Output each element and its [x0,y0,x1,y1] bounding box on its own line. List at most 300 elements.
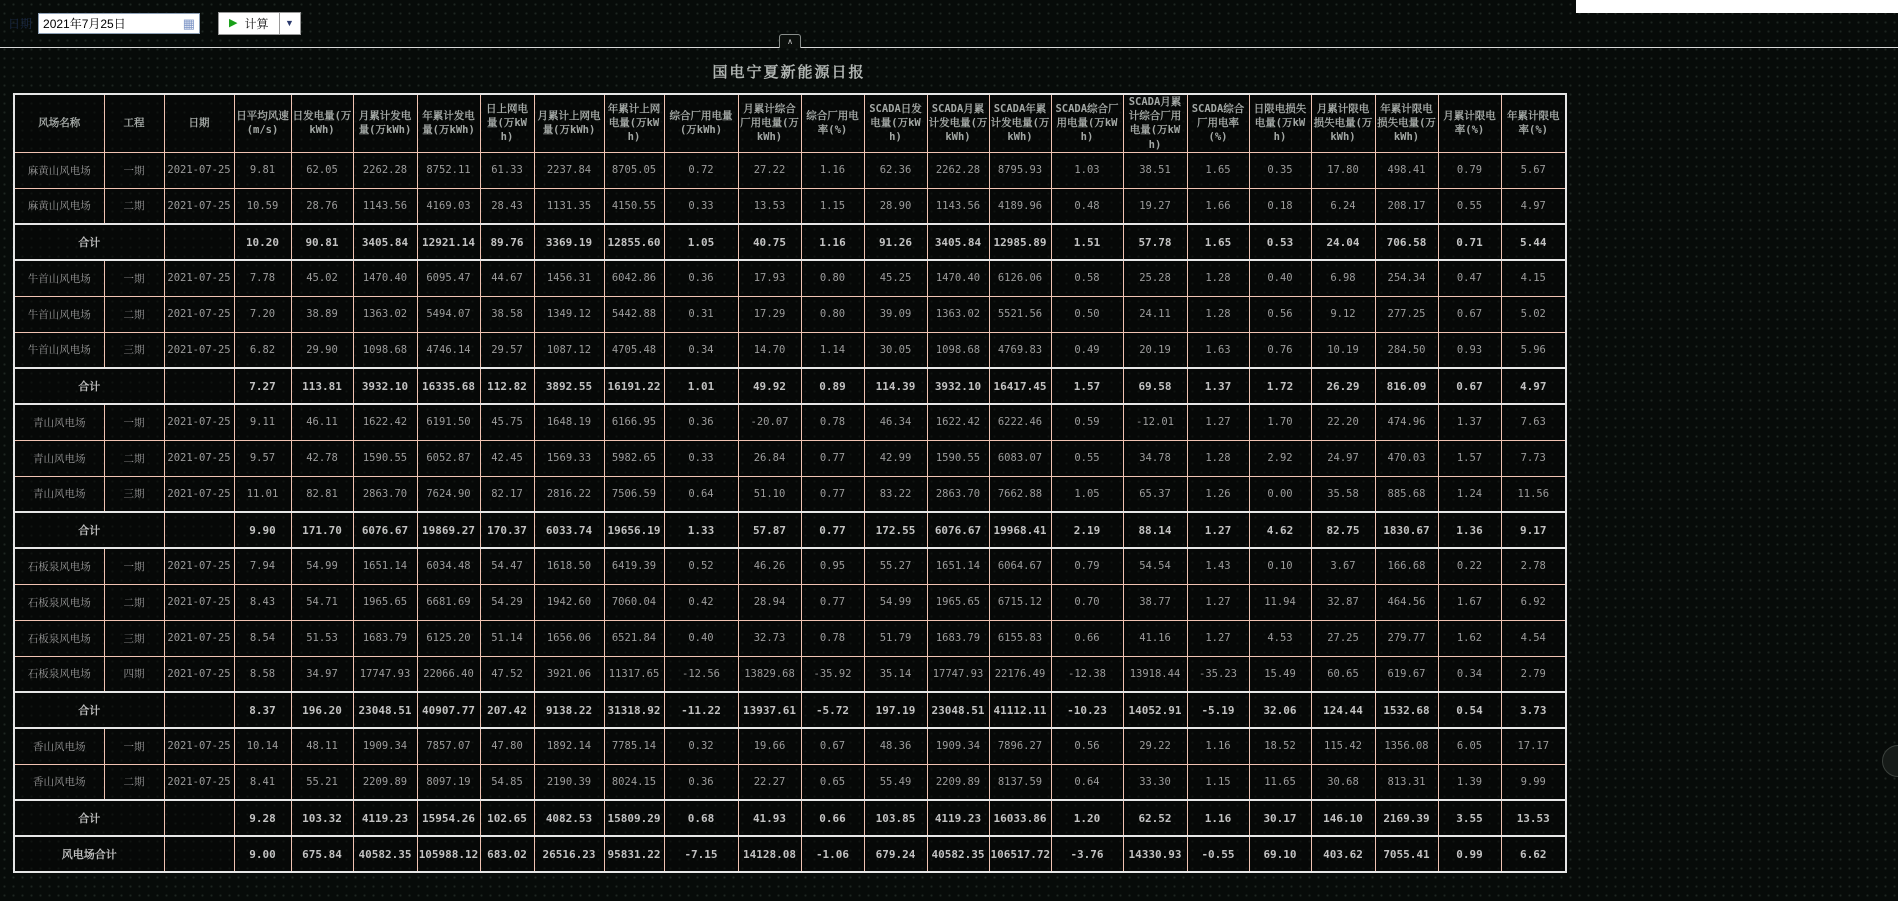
value-cell: 3.73 [1501,692,1566,728]
value-cell: 30.05 [864,332,927,368]
value-cell: 24.04 [1311,224,1375,260]
value-cell: 2863.70 [353,476,417,512]
farm-name-cell: 牛首山风电场 [14,296,104,332]
value-cell: 1098.68 [353,332,417,368]
value-cell: 106517.72 [989,836,1051,872]
value-cell: 112.82 [480,368,534,404]
value-cell: 1470.40 [927,260,989,296]
value-cell: 0.36 [664,764,738,800]
value-cell: 197.19 [864,692,927,728]
value-cell: 1.14 [801,332,864,368]
value-cell: 1143.56 [927,188,989,224]
value-cell: 0.68 [664,800,738,836]
value-cell: 60.65 [1311,656,1375,692]
value-cell: 47.52 [480,656,534,692]
value-cell: 14.70 [738,332,801,368]
value-cell: 0.55 [1438,188,1501,224]
column-header: SCADA综合厂用电量(万kWh) [1051,94,1123,152]
value-cell: 4.53 [1249,620,1311,656]
value-cell: 0.95 [801,548,864,584]
top-right-strip [1576,0,1898,13]
value-cell: 1.37 [1187,368,1249,404]
date-label: 日期 [8,17,33,31]
value-cell: 1.16 [1187,728,1249,764]
subtotal-row [14,512,1566,548]
total-label-cell: 风电场合计 [14,836,164,872]
date-cell: 2021-07-25 [164,404,234,440]
value-cell: 0.10 [1249,548,1311,584]
value-cell: 54.71 [291,584,353,620]
value-cell: -1.06 [801,836,864,872]
value-cell: 0.77 [801,476,864,512]
table-row [14,440,1566,476]
value-cell: 1.28 [1187,440,1249,476]
value-cell: -3.76 [1051,836,1123,872]
value-cell: 26516.23 [534,836,604,872]
value-cell: 1.72 [1249,368,1311,404]
column-header: 月累计上网电量(万kWh) [534,94,604,152]
value-cell: 6166.95 [604,404,664,440]
column-header: SCADA月累计发电量(万kWh) [927,94,989,152]
value-cell: 124.44 [1311,692,1375,728]
value-cell: 279.77 [1375,620,1438,656]
value-cell: 1.70 [1249,404,1311,440]
value-cell: 69.10 [1249,836,1311,872]
value-cell: 27.25 [1311,620,1375,656]
date-cell [164,512,234,548]
date-cell: 2021-07-25 [164,188,234,224]
value-cell: 103.85 [864,800,927,836]
column-header: 年累计上网电量(万kWh) [604,94,664,152]
value-cell: 9138.22 [534,692,604,728]
value-cell: 30.17 [1249,800,1311,836]
value-cell: 1.16 [1187,800,1249,836]
value-cell: 1.27 [1187,404,1249,440]
value-cell: 0.58 [1051,260,1123,296]
value-cell: 2.19 [1051,512,1123,548]
value-cell: 17.17 [1501,728,1566,764]
value-cell: 65.37 [1123,476,1187,512]
value-cell: 0.67 [1438,368,1501,404]
value-cell: 1.15 [1187,764,1249,800]
value-cell: 1.36 [1438,512,1501,548]
value-cell: 2.78 [1501,548,1566,584]
value-cell: 49.92 [738,368,801,404]
value-cell: 6.92 [1501,584,1566,620]
value-cell: 8137.59 [989,764,1051,800]
date-cell [164,368,234,404]
value-cell: 11.65 [1249,764,1311,800]
value-cell: 103.32 [291,800,353,836]
value-cell: 15.49 [1249,656,1311,692]
value-cell: 2190.39 [534,764,604,800]
value-cell: -7.15 [664,836,738,872]
value-cell: 0.22 [1438,548,1501,584]
value-cell: 57.78 [1123,224,1187,260]
value-cell: 19.27 [1123,188,1187,224]
chevron-down-icon: ▼ [285,18,294,28]
value-cell: -5.19 [1187,692,1249,728]
value-cell: 14052.91 [1123,692,1187,728]
value-cell: 6.24 [1311,188,1375,224]
value-cell: 7060.04 [604,584,664,620]
value-cell: -20.07 [738,404,801,440]
value-cell: 208.17 [1375,188,1438,224]
value-cell: 0.65 [801,764,864,800]
value-cell: 1590.55 [353,440,417,476]
value-cell: 1.39 [1438,764,1501,800]
value-cell: 1.05 [664,224,738,260]
value-cell: 1965.65 [927,584,989,620]
date-value: 2021年7月25日 [43,17,126,31]
value-cell: 0.59 [1051,404,1123,440]
value-cell: 6222.46 [989,404,1051,440]
value-cell: 42.45 [480,440,534,476]
value-cell: 6076.67 [927,512,989,548]
value-cell: 0.80 [801,260,864,296]
value-cell: 26.84 [738,440,801,476]
value-cell: 45.75 [480,404,534,440]
value-cell: 5442.88 [604,296,664,332]
value-cell: 474.96 [1375,404,1438,440]
value-cell: 7.94 [234,548,291,584]
value-cell: -10.23 [1051,692,1123,728]
value-cell: 3369.19 [534,224,604,260]
value-cell: 2.79 [1501,656,1566,692]
value-cell: 171.70 [291,512,353,548]
value-cell: 45.02 [291,260,353,296]
column-header: 日平均风速(m/s) [234,94,291,152]
phase-cell: 一期 [104,260,164,296]
value-cell: 0.54 [1438,692,1501,728]
value-cell: 6.82 [234,332,291,368]
value-cell: 22.27 [738,764,801,800]
value-cell: 6083.07 [989,440,1051,476]
value-cell: 17.29 [738,296,801,332]
value-cell: 7.20 [234,296,291,332]
value-cell: 14128.08 [738,836,801,872]
value-cell: 42.78 [291,440,353,476]
value-cell: 22.20 [1311,404,1375,440]
total-label-cell: 合计 [14,800,164,836]
phase-cell: 三期 [104,476,164,512]
value-cell: 277.25 [1375,296,1438,332]
value-cell: 0.78 [801,620,864,656]
value-cell: 0.78 [801,404,864,440]
value-cell: 8752.11 [417,152,480,188]
phase-cell: 四期 [104,656,164,692]
value-cell: 1.33 [664,512,738,548]
value-cell: 1909.34 [353,728,417,764]
value-cell: 23048.51 [927,692,989,728]
value-cell: 14330.93 [1123,836,1187,872]
play-icon: ▶ [229,17,238,29]
column-header: SCADA综合厂用电率(%) [1187,94,1249,152]
phase-cell: 三期 [104,620,164,656]
value-cell: 816.09 [1375,368,1438,404]
value-cell: 0.40 [1249,260,1311,296]
subtotal-row [14,692,1566,728]
value-cell: 1965.65 [353,584,417,620]
column-header: 日上网电量(万kWh) [480,94,534,152]
value-cell: 12985.89 [989,224,1051,260]
calculate-button-label: 计算 [244,17,269,31]
value-cell: 10.14 [234,728,291,764]
value-cell: -12.56 [664,656,738,692]
value-cell: 7662.88 [989,476,1051,512]
value-cell: 12855.60 [604,224,664,260]
value-cell: 38.77 [1123,584,1187,620]
collapse-chevron-icon: ∧ [787,36,793,46]
value-cell: 28.76 [291,188,353,224]
value-cell: 6521.84 [604,620,664,656]
value-cell: 0.67 [1438,296,1501,332]
value-cell: 1683.79 [353,620,417,656]
value-cell: 2863.70 [927,476,989,512]
column-header: SCADA月累计综合厂用电量(万kWh) [1123,94,1187,152]
value-cell: 0.77 [801,584,864,620]
value-cell: 7896.27 [989,728,1051,764]
value-cell: 0.53 [1249,224,1311,260]
value-cell: 40582.35 [353,836,417,872]
phase-cell: 一期 [104,548,164,584]
calculate-button[interactable] [218,12,279,35]
value-cell: 4.97 [1501,188,1566,224]
value-cell: 54.47 [480,548,534,584]
value-cell: 9.28 [234,800,291,836]
date-cell: 2021-07-25 [164,476,234,512]
value-cell: 4.62 [1249,512,1311,548]
value-cell: 38.58 [480,296,534,332]
value-cell: 7785.14 [604,728,664,764]
value-cell: 17747.93 [927,656,989,692]
value-cell: 4119.23 [353,800,417,836]
value-cell: 0.80 [801,296,864,332]
value-cell: 1.16 [801,152,864,188]
phase-cell: 二期 [104,584,164,620]
value-cell: 1569.33 [534,440,604,476]
title-bar [13,48,1565,93]
value-cell: 1942.60 [534,584,604,620]
farm-name-cell: 石板泉风电场 [14,620,104,656]
value-cell: 1618.50 [534,548,604,584]
value-cell: 69.58 [1123,368,1187,404]
column-header: 年累计发电量(万kWh) [417,94,480,152]
table-row [14,260,1566,296]
value-cell: 1.26 [1187,476,1249,512]
collapse-toolbar-button[interactable] [779,34,801,48]
farm-name-cell: 香山风电场 [14,764,104,800]
value-cell: 13.53 [1501,800,1566,836]
value-cell: 0.42 [664,584,738,620]
value-cell: 0.64 [664,476,738,512]
table-row [14,188,1566,224]
value-cell: 675.84 [291,836,353,872]
value-cell: 1892.14 [534,728,604,764]
value-cell: 1651.14 [353,548,417,584]
value-cell: 2262.28 [353,152,417,188]
value-cell: 19968.41 [989,512,1051,548]
header-row [14,94,1566,152]
value-cell: 1648.19 [534,404,604,440]
value-cell: 146.10 [1311,800,1375,836]
value-cell: 89.76 [480,224,534,260]
value-cell: -35.92 [801,656,864,692]
column-header: SCADA日发电量(万kWh) [864,94,927,152]
value-cell: 61.33 [480,152,534,188]
value-cell: 5.67 [1501,152,1566,188]
value-cell: 1.63 [1187,332,1249,368]
value-cell: 0.89 [801,368,864,404]
value-cell: 284.50 [1375,332,1438,368]
value-cell: 2816.22 [534,476,604,512]
value-cell: 3921.06 [534,656,604,692]
value-cell: 82.75 [1311,512,1375,548]
farm-name-cell: 石板泉风电场 [14,584,104,620]
column-header: 月累计限电率(%) [1438,94,1501,152]
date-cell: 2021-07-25 [164,440,234,476]
value-cell: 1590.55 [927,440,989,476]
farm-name-cell: 青山风电场 [14,440,104,476]
date-cell [164,692,234,728]
value-cell: 26.29 [1311,368,1375,404]
value-cell: 0.64 [1051,764,1123,800]
phase-cell: 一期 [104,728,164,764]
value-cell: 1349.12 [534,296,604,332]
value-cell: 7.78 [234,260,291,296]
page-title: 国电宁夏新能源日报 [712,64,866,81]
value-cell: 0.70 [1051,584,1123,620]
value-cell: 34.78 [1123,440,1187,476]
value-cell: 8.43 [234,584,291,620]
value-cell: 55.49 [864,764,927,800]
value-cell: 54.54 [1123,548,1187,584]
value-cell: 28.90 [864,188,927,224]
value-cell: 1656.06 [534,620,604,656]
value-cell: 8.41 [234,764,291,800]
calendar-icon[interactable]: ▦ [182,16,196,31]
value-cell: 55.21 [291,764,353,800]
date-cell: 2021-07-25 [164,260,234,296]
grand-total-row [14,836,1566,872]
calculate-dropdown-button[interactable] [280,12,301,35]
value-cell: 4769.83 [989,332,1051,368]
column-header: 月累计限电损失电量(万kWh) [1311,94,1375,152]
value-cell: 82.81 [291,476,353,512]
column-header: 年累计限电损失电量(万kWh) [1375,94,1438,152]
value-cell: 5521.56 [989,296,1051,332]
value-cell: 8.37 [234,692,291,728]
date-cell: 2021-07-25 [164,620,234,656]
value-cell: 9.11 [234,404,291,440]
date-cell: 2021-07-25 [164,656,234,692]
value-cell: 6681.69 [417,584,480,620]
value-cell: 40907.77 [417,692,480,728]
value-cell: 48.11 [291,728,353,764]
date-cell: 2021-07-25 [164,728,234,764]
value-cell: 464.56 [1375,584,1438,620]
subtotal-row [14,224,1566,260]
value-cell: 5.44 [1501,224,1566,260]
value-cell: 1.28 [1187,260,1249,296]
value-cell: 8024.15 [604,764,664,800]
date-input[interactable] [38,13,200,34]
value-cell: 51.14 [480,620,534,656]
value-cell: 46.11 [291,404,353,440]
value-cell: 1363.02 [353,296,417,332]
column-header: 日发电量(万kWh) [291,94,353,152]
value-cell: 2237.84 [534,152,604,188]
table-row [14,548,1566,584]
column-header: 日期 [164,94,234,152]
value-cell: 48.36 [864,728,927,764]
value-cell: 15809.29 [604,800,664,836]
value-cell: 0.34 [1438,656,1501,692]
value-cell: 1.03 [1051,152,1123,188]
date-cell: 2021-07-25 [164,152,234,188]
value-cell: 4.97 [1501,368,1566,404]
value-cell: 1622.42 [353,404,417,440]
date-cell: 2021-07-25 [164,584,234,620]
value-cell: 1.37 [1438,404,1501,440]
value-cell: 41.93 [738,800,801,836]
table-row [14,656,1566,692]
value-cell: 9.81 [234,152,291,188]
value-cell: 7.73 [1501,440,1566,476]
table-row [14,476,1566,512]
value-cell: 0.50 [1051,296,1123,332]
value-cell: 6034.48 [417,548,480,584]
value-cell: 1470.40 [353,260,417,296]
value-cell: 1087.12 [534,332,604,368]
value-cell: 32.06 [1249,692,1311,728]
farm-name-cell: 牛首山风电场 [14,260,104,296]
value-cell: 55.27 [864,548,927,584]
value-cell: 2.92 [1249,440,1311,476]
value-cell: 9.57 [234,440,291,476]
value-cell: 5.02 [1501,296,1566,332]
date-cell: 2021-07-25 [164,548,234,584]
value-cell: 7.63 [1501,404,1566,440]
value-cell: 24.11 [1123,296,1187,332]
farm-name-cell: 麻黄山风电场 [14,152,104,188]
value-cell: 0.47 [1438,260,1501,296]
value-cell: 0.40 [664,620,738,656]
value-cell: 35.58 [1311,476,1375,512]
value-cell: 40582.35 [927,836,989,872]
column-header: 风场名称 [14,94,104,152]
value-cell: 16191.22 [604,368,664,404]
table-row [14,584,1566,620]
value-cell: 3405.84 [927,224,989,260]
value-cell: 2209.89 [927,764,989,800]
value-cell: 1830.67 [1375,512,1438,548]
column-header: 综合厂用电率(%) [801,94,864,152]
value-cell: 8.54 [234,620,291,656]
value-cell: 10.19 [1311,332,1375,368]
value-cell: 7055.41 [1375,836,1438,872]
table-row [14,152,1566,188]
value-cell: 0.48 [1051,188,1123,224]
value-cell: 105988.12 [417,836,480,872]
total-label-cell: 合计 [14,512,164,548]
value-cell: 254.34 [1375,260,1438,296]
table-row [14,620,1566,656]
value-cell: 29.90 [291,332,353,368]
value-cell: 51.10 [738,476,801,512]
value-cell: 1.51 [1051,224,1123,260]
value-cell: 16033.86 [989,800,1051,836]
